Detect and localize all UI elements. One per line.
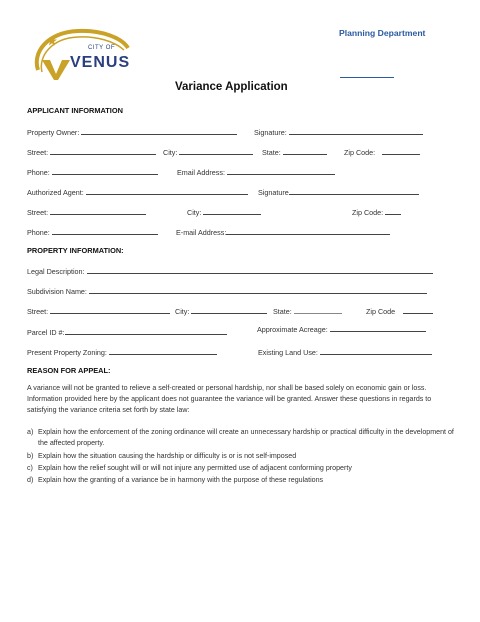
appeal-paragraph: A variance will not be granted to relieve a self-created or personal hardship, nor shall be based solely on economic gain or loss. Information provided here by the applicant does not guarantee the variance will be granted. Answer these questions in regards to satisfying the variance criteria set forth by state law:	[27, 384, 432, 415]
appeal-item-text: Explain how the granting of a variance be in harmony with the purpose of these regulations	[38, 476, 324, 484]
applicant-state-field[interactable]	[283, 147, 327, 155]
city-logo	[30, 26, 132, 82]
appeal-item-a	[27, 427, 458, 451]
property-state-field[interactable]	[294, 306, 342, 314]
applicant-heading: APPLICANT INFORMATION	[27, 106, 123, 115]
property-street-field[interactable]	[50, 306, 170, 314]
authorized-agent-label: Authorized Agent:	[27, 188, 84, 197]
agent-phone-label: Phone:	[27, 228, 50, 237]
owner-signature-label: Signature:	[254, 128, 287, 137]
applicant-phone-row	[27, 167, 158, 177]
applicant-state-row	[262, 147, 327, 157]
property-owner-row	[27, 127, 237, 137]
appeal-heading: REASON FOR APPEAL:	[27, 366, 111, 375]
agent-email-row	[176, 227, 390, 237]
property-city-row	[175, 306, 267, 316]
applicant-phone-field[interactable]	[52, 167, 158, 175]
agent-zip-field[interactable]	[385, 207, 401, 215]
subdivision-field[interactable]	[89, 286, 427, 294]
property-owner-field[interactable]	[81, 127, 237, 135]
applicant-phone-label: Phone:	[27, 168, 50, 177]
appeal-item-b	[27, 451, 458, 463]
property-owner-label: Property Owner:	[27, 128, 80, 137]
appeal-item-text: Explain how the enforcement of the zoning ordinance will create an unnecessary hardship or practical difficulty in the development of the affected property.	[38, 428, 454, 448]
applicant-city-field[interactable]	[179, 147, 253, 155]
agent-signature-field[interactable]	[289, 187, 419, 195]
applicant-city-label: City:	[163, 148, 178, 157]
agent-zip-label: Zip Code:	[352, 208, 384, 217]
appeal-item-letter: a)	[27, 428, 34, 436]
applicant-street-row	[27, 147, 156, 157]
applicant-email-field[interactable]	[227, 167, 335, 175]
agent-email-label: E-mail Address:	[176, 228, 227, 237]
department-rule	[340, 77, 394, 78]
page-title: Variance Application	[175, 81, 288, 93]
parcel-id-field[interactable]	[65, 327, 227, 335]
parcel-id-row	[27, 327, 227, 337]
authorized-agent-field[interactable]	[86, 187, 248, 195]
agent-signature-label: Signature	[258, 188, 289, 197]
applicant-street-label: Street:	[27, 148, 49, 157]
authorized-agent-row	[27, 187, 248, 197]
agent-street-row	[27, 207, 146, 217]
agent-phone-field[interactable]	[52, 227, 158, 235]
property-city-label: City:	[175, 307, 190, 316]
land-use-label: Existing Land Use:	[258, 348, 318, 357]
zoning-label: Present Property Zoning:	[27, 348, 107, 357]
property-heading: PROPERTY INFORMATION:	[27, 246, 124, 255]
appeal-item-d	[27, 475, 458, 487]
property-city-field[interactable]	[191, 306, 267, 314]
agent-street-label: Street:	[27, 208, 49, 217]
appeal-item-letter: b)	[27, 452, 34, 460]
applicant-state-label: State:	[262, 148, 281, 157]
acreage-label: Approximate Acreage:	[257, 325, 328, 334]
property-street-label: Street:	[27, 307, 49, 316]
applicant-zip-label: Zip Code:	[344, 148, 376, 157]
property-zip-field[interactable]	[403, 306, 433, 314]
legal-description-field[interactable]	[87, 266, 433, 274]
legal-description-label: Legal Description:	[27, 267, 85, 276]
owner-signature-field[interactable]	[289, 127, 423, 135]
applicant-zip-row	[344, 147, 420, 157]
property-zip-row	[366, 306, 433, 316]
agent-signature-row	[258, 187, 419, 197]
appeal-item-text: Explain how the relief sought will or will not injure any permitted use of adjacent conforming property	[38, 464, 352, 472]
legal-description-row	[27, 266, 433, 276]
agent-street-field[interactable]	[50, 207, 146, 215]
subdivision-label: Subdivision Name:	[27, 287, 87, 296]
property-street-row	[27, 306, 170, 316]
property-state-label: State:	[273, 307, 292, 316]
agent-phone-row	[27, 227, 158, 237]
agent-email-field[interactable]	[226, 227, 390, 235]
applicant-email-row	[177, 167, 335, 177]
appeal-item-c	[27, 463, 458, 475]
applicant-zip-field[interactable]	[382, 147, 420, 155]
agent-city-field[interactable]	[203, 207, 261, 215]
applicant-city-row	[163, 147, 253, 157]
applicant-email-label: Email Address:	[177, 168, 225, 177]
logo-small-text: CITY OF	[88, 45, 116, 51]
zoning-row	[27, 347, 217, 357]
department-name: Planning Department	[339, 28, 426, 38]
subdivision-row	[27, 286, 427, 296]
property-zip-label: Zip Code	[366, 307, 396, 316]
appeal-item-letter: d)	[27, 476, 34, 484]
agent-city-row	[187, 207, 261, 217]
appeal-item-letter: c)	[27, 464, 33, 472]
zoning-field[interactable]	[109, 347, 217, 355]
appeal-item-text: Explain how the situation causing the hardship or difficulty is or is not self-imposed	[38, 452, 297, 460]
agent-zip-row	[352, 207, 401, 217]
acreage-row	[257, 324, 426, 334]
land-use-row	[258, 347, 432, 357]
logo-big-text: VENUS	[70, 54, 131, 71]
applicant-street-field[interactable]	[50, 147, 156, 155]
agent-city-label: City:	[187, 208, 202, 217]
acreage-field[interactable]	[330, 324, 426, 332]
property-state-row	[273, 306, 342, 316]
parcel-id-label: Parcel ID #:	[27, 328, 65, 337]
owner-signature-row	[254, 127, 423, 137]
land-use-field[interactable]	[320, 347, 432, 355]
